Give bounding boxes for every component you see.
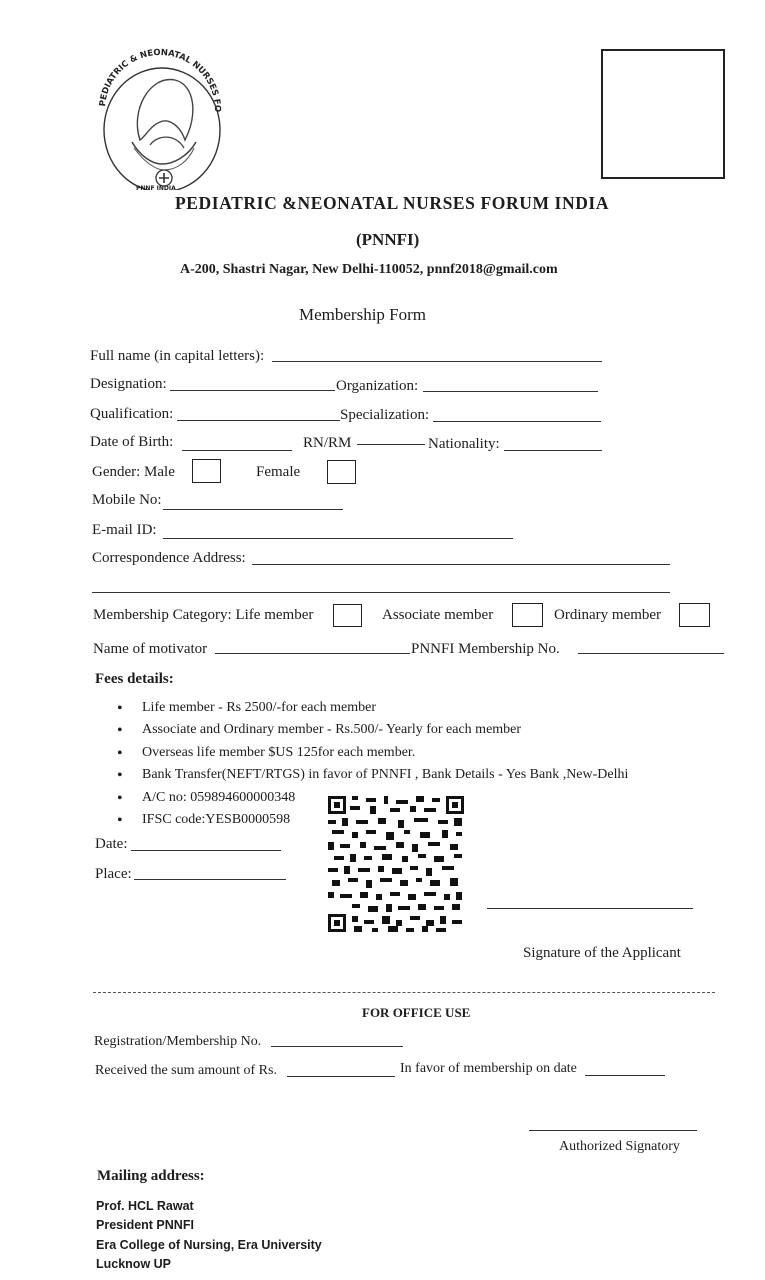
full-name-label: Full name (in capital letters):: [90, 348, 265, 364]
fee-item: • Overseas life member $US 125for each member.: [142, 745, 415, 761]
fee-item: • IFSC code:YESB0000598: [142, 812, 290, 828]
dob-field[interactable]: [182, 450, 292, 451]
applicant-signature-line[interactable]: [487, 908, 693, 909]
associate-member-label: Associate member: [382, 607, 494, 623]
mailing-heading: Mailing address:: [97, 1168, 205, 1184]
reg-no-field[interactable]: [271, 1046, 403, 1047]
mailing-line: Era College of Nursing, Era University: [96, 1238, 322, 1252]
received-label: Received the sum amount of Rs.: [95, 1063, 277, 1078]
life-member-checkbox[interactable]: [333, 604, 362, 627]
reg-no-label: Registration/Membership No.: [94, 1034, 262, 1049]
associate-member-checkbox[interactable]: [512, 603, 543, 627]
mailing-line: President PNNFI: [96, 1218, 194, 1232]
fee-item: • Bank Transfer(NEFT/RTGS) in favor of PNNFI , Bank Details - Yes Bank ,New-Delhi: [142, 767, 628, 783]
ordinary-member-label: Ordinary member: [554, 607, 662, 623]
date-field[interactable]: [131, 850, 281, 851]
mailing-line: Prof. HCL Rawat: [96, 1199, 194, 1213]
authorized-signatory-label: Authorized Signatory: [559, 1139, 680, 1154]
fees-heading: Fees details:: [95, 671, 174, 687]
membership-category-label: Membership Category: Life member: [93, 607, 314, 623]
specialization-label: Specialization:: [340, 407, 430, 423]
nationality-field[interactable]: [504, 450, 602, 451]
mailing-line: Lucknow UP: [96, 1257, 172, 1271]
address-label: Correspondence Address:: [92, 550, 246, 566]
motivator-label: Name of motivator: [93, 641, 208, 657]
address-field-line-1[interactable]: [252, 564, 670, 565]
organization-label: Organization:: [336, 378, 419, 394]
office-separator: [93, 992, 715, 993]
female-checkbox[interactable]: [327, 460, 356, 484]
favor-date-field[interactable]: [585, 1075, 665, 1076]
designation-field[interactable]: [170, 390, 335, 391]
photo-box: [601, 49, 725, 179]
ordinary-member-checkbox[interactable]: [679, 603, 710, 627]
place-label: Place:: [95, 866, 132, 882]
fee-item: • Associate and Ordinary member - Rs.500/- Yearly for each member: [142, 722, 521, 738]
logo-ring-text: PEDIATRIC & NEONATAL NURSES FO: [98, 47, 223, 113]
org-name: PEDIATRIC &NEONATAL NURSES FORUM INDIA: [175, 193, 610, 213]
pnnfi-no-field[interactable]: [578, 653, 724, 654]
date-label: Date:: [95, 836, 128, 852]
organization-field[interactable]: [423, 391, 598, 392]
designation-label: Designation:: [90, 376, 167, 392]
email-label: E-mail ID:: [92, 522, 157, 538]
place-field[interactable]: [134, 879, 286, 880]
dob-label: Date of Birth:: [90, 434, 174, 450]
specialization-field[interactable]: [433, 421, 601, 422]
qr-code: [326, 794, 466, 934]
form-title: Membership Form: [299, 305, 427, 324]
rnrm-label: RN/RM: [303, 435, 352, 451]
motivator-field[interactable]: [215, 653, 410, 654]
mobile-field[interactable]: [163, 509, 343, 510]
email-field[interactable]: [163, 538, 513, 539]
applicant-signature-label: Signature of the Applicant: [523, 945, 681, 961]
office-use-heading: FOR OFFICE USE: [362, 1005, 471, 1020]
female-label: Female: [256, 464, 301, 480]
org-address: A-200, Shastri Nagar, New Delhi-110052, pnnf2018@gmail.com: [180, 262, 558, 277]
org-abbr: (PNNFI): [356, 230, 420, 249]
nationality-label: Nationality:: [428, 436, 500, 452]
full-name-field[interactable]: [272, 361, 602, 362]
authorized-signature-line[interactable]: [529, 1130, 697, 1131]
mobile-label: Mobile No:: [92, 492, 162, 508]
favor-label: In favor of membership on date: [400, 1061, 577, 1076]
fee-item: • Life member - Rs 2500/-for each member: [142, 700, 376, 716]
received-field[interactable]: [287, 1076, 395, 1077]
gender-label: Gender: Male: [92, 464, 175, 480]
pnnfi-logo: [80, 30, 240, 190]
pnnfi-no-label: PNNFI Membership No.: [411, 641, 560, 657]
logo-base-text: PNNF INDIA: [136, 185, 176, 190]
svg-text:PEDIATRIC & NEONATAL NURSES FO: [80, 30, 222, 112]
rnrm-field[interactable]: [357, 444, 425, 445]
address-field-line-2[interactable]: [92, 592, 670, 593]
qualification-field[interactable]: [177, 420, 340, 421]
qualification-label: Qualification:: [90, 406, 174, 422]
fee-item: • A/C no: 059894600000348: [142, 790, 295, 806]
male-checkbox[interactable]: [192, 459, 221, 483]
